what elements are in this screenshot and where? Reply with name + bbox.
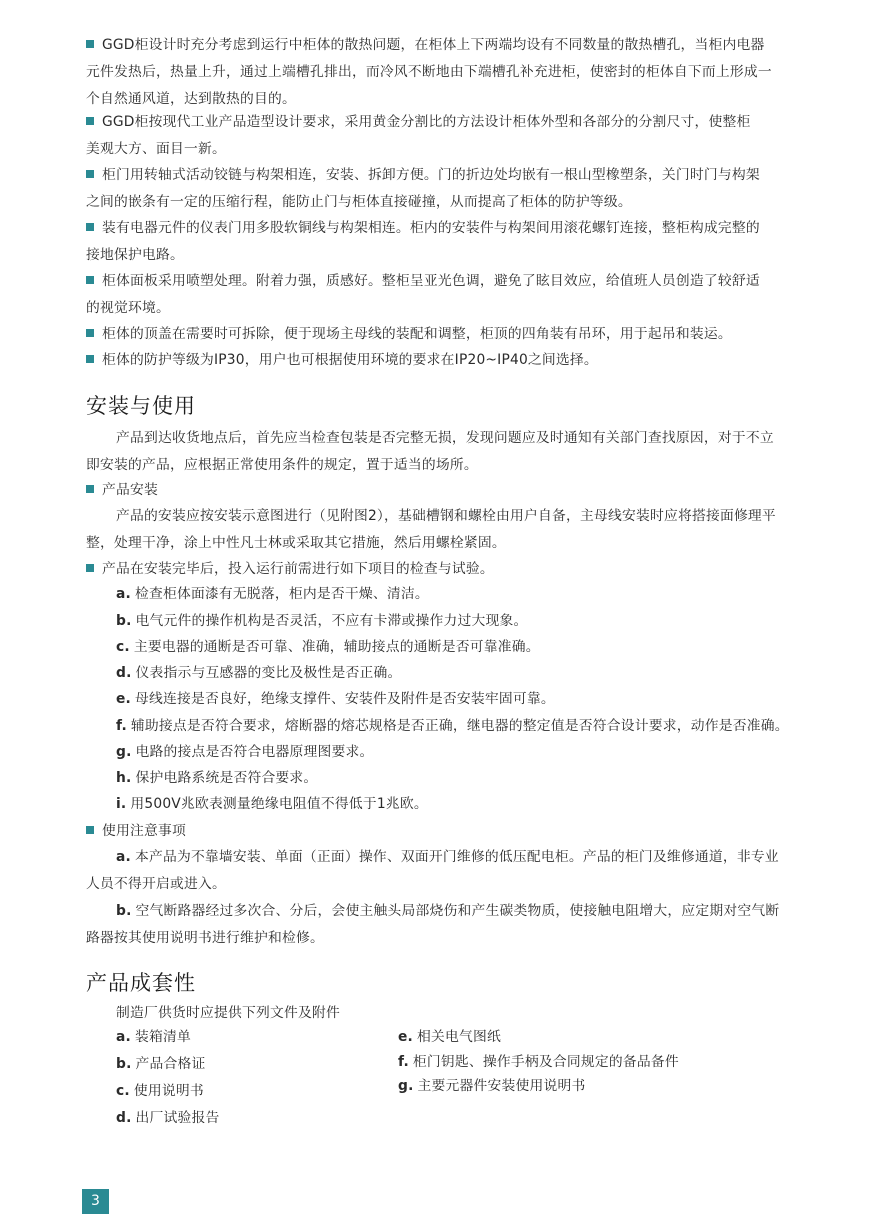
bullet-square-icon <box>86 276 94 284</box>
package-item-e: e. 相关电气图纸 <box>398 1029 501 1045</box>
section-title-install: 安装与使用 <box>86 394 196 418</box>
bullet-square-icon <box>86 117 94 125</box>
check-item-d: d. 仪表指示与互感器的变比及极性是否正确。 <box>116 665 402 681</box>
feature-bullet-5-line-2: 的视觉环境。 <box>86 300 170 316</box>
check-item-f: f. 辅助接点是否符合要求，熔断器的熔芯规格是否正确，继电器的整定值是否符合设计要求，动作是否准确。 <box>116 718 789 734</box>
check-item-e: e. 母线连接是否良好，绝缘支撑件、安装件及附件是否安装牢固可靠。 <box>116 691 555 707</box>
bullet-square-icon <box>86 826 94 834</box>
feature-bullet-6: 柜体的顶盖在需要时可拆除，便于现场主母线的装配和调整，柜顶的四角装有吊环，用于起吊和装运。 <box>86 321 870 348</box>
check-item-c: c. 主要电器的通断是否可靠、准确，辅助接点的通断是否可靠准确。 <box>116 639 540 655</box>
package-item-a: a. 装箱清单 <box>116 1029 191 1045</box>
package-item-d: d. 出厂试验报告 <box>116 1110 220 1126</box>
usage-note-b-line-2: 路器按其使用说明书进行维护和检修。 <box>86 930 324 946</box>
usage-note-a-line-1: a. 本产品为不靠墙安装、单面（正面）操作、双面开门维修的低压配电柜。产品的柜门及维修通道，非专业 <box>116 849 779 865</box>
check-item-b: b. 电气元件的操作机构是否灵活，不应有卡滞或操作力过大现象。 <box>116 613 528 629</box>
feature-bullet-1-line-1: GGD柜设计时充分考虑到运行中柜体的散热问题，在柜体上下两端均设有不同数量的散热槽孔，当柜内电器 <box>86 32 870 59</box>
usage-notes-heading: 使用注意事项 <box>86 818 870 845</box>
package-item-b: b. 产品合格证 <box>116 1056 206 1072</box>
feature-bullet-2-line-1: GGD柜按现代工业产品造型设计要求，采用黄金分割比的方法设计柜体外型和各部分的分割尺寸，使整柜 <box>86 109 870 136</box>
feature-bullet-4-line-2: 接地保护电路。 <box>86 247 184 263</box>
feature-bullet-3-line-2: 之间的嵌条有一定的压缩行程，能防止门与柜体直接碰撞，从而提高了柜体的防护等级。 <box>86 194 632 210</box>
bullet-square-icon <box>86 564 94 572</box>
usage-note-b-line-1: b. 空气断路器经过多次合、分后，会使主触头局部烧伤和产生碳类物质，使接触电阻增大，应定期对空气断 <box>116 903 780 919</box>
install-intro-line-1: 产品到达收货地点后，首先应当检查包装是否完整无损，发现问题应及时通知有关部门查找原因，对于不立 <box>116 430 774 446</box>
bullet-square-icon <box>86 170 94 178</box>
check-item-g: g. 电路的接点是否符合电器原理图要求。 <box>116 744 374 760</box>
usage-note-a-line-2: 人员不得开启或进入。 <box>86 876 226 892</box>
feature-bullet-5-line-1: 柜体面板采用喷塑处理。附着力强，质感好。整柜呈亚光色调，避免了眩目效应，给值班人员创造了较舒适 <box>86 268 870 295</box>
feature-bullet-2-line-2: 美观大方、面目一新。 <box>86 141 226 157</box>
package-intro: 制造厂供货时应提供下列文件及附件 <box>116 1005 340 1021</box>
feature-bullet-1-line-3: 个自然通风道，达到散热的目的。 <box>86 91 296 107</box>
bullet-square-icon <box>86 40 94 48</box>
install-intro-line-2: 即安装的产品，应根据正常使用条件的规定，置于适当的场所。 <box>86 457 478 473</box>
product-install-line-2: 整，处理干净，涂上中性凡士林或采取其它措施，然后用螺栓紧固。 <box>86 535 506 551</box>
package-item-f: f. 柜门钥匙、操作手柄及合同规定的备品备件 <box>398 1054 679 1070</box>
feature-bullet-1-line-2: 元件发热后，热量上升，通过上端槽孔排出，而冷风不断地由下端槽孔补充进柜，使密封的柜体自下而上形成一 <box>86 64 772 80</box>
bullet-square-icon <box>86 223 94 231</box>
feature-bullet-7: 柜体的防护等级为IP30，用户也可根据使用环境的要求在IP20~IP40之间选择。 <box>86 347 870 374</box>
section-title-package: 产品成套性 <box>86 971 196 995</box>
product-install-line-1: 产品的安装应按安装示意图进行（见附图2），基础槽钢和螺栓由用户自备，主母线安装时应将搭接面修理平 <box>116 508 776 524</box>
bullet-square-icon <box>86 355 94 363</box>
check-item-h: h. 保护电路系统是否符合要求。 <box>116 770 318 786</box>
feature-bullet-3-line-1: 柜门用转轴式活动铰链与构架相连，安装、拆卸方便。门的折边处均嵌有一根山型橡塑条，关门时门与构架 <box>86 162 870 189</box>
feature-bullet-4-line-1: 装有电器元件的仪表门用多股软铜线与构架相连。柜内的安装件与构架间用滚花螺钉连接，整柜构成完整的 <box>86 215 870 242</box>
bullet-square-icon <box>86 329 94 337</box>
bullet-square-icon <box>86 485 94 493</box>
package-item-g: g. 主要元器件安装使用说明书 <box>398 1078 586 1094</box>
check-item-a: a. 检查柜体面漆有无脱落，柜内是否干燥、清洁。 <box>116 586 429 602</box>
checks-heading: 产品在安装完毕后，投入运行前需进行如下项目的检查与试验。 <box>86 556 870 583</box>
check-item-i: i. 用500V兆欧表测量绝缘电阻值不得低于1兆欧。 <box>116 796 428 812</box>
package-item-c: c. 使用说明书 <box>116 1083 204 1099</box>
product-install-heading: 产品安装 <box>86 477 870 504</box>
page-number: 3 <box>82 1189 109 1214</box>
